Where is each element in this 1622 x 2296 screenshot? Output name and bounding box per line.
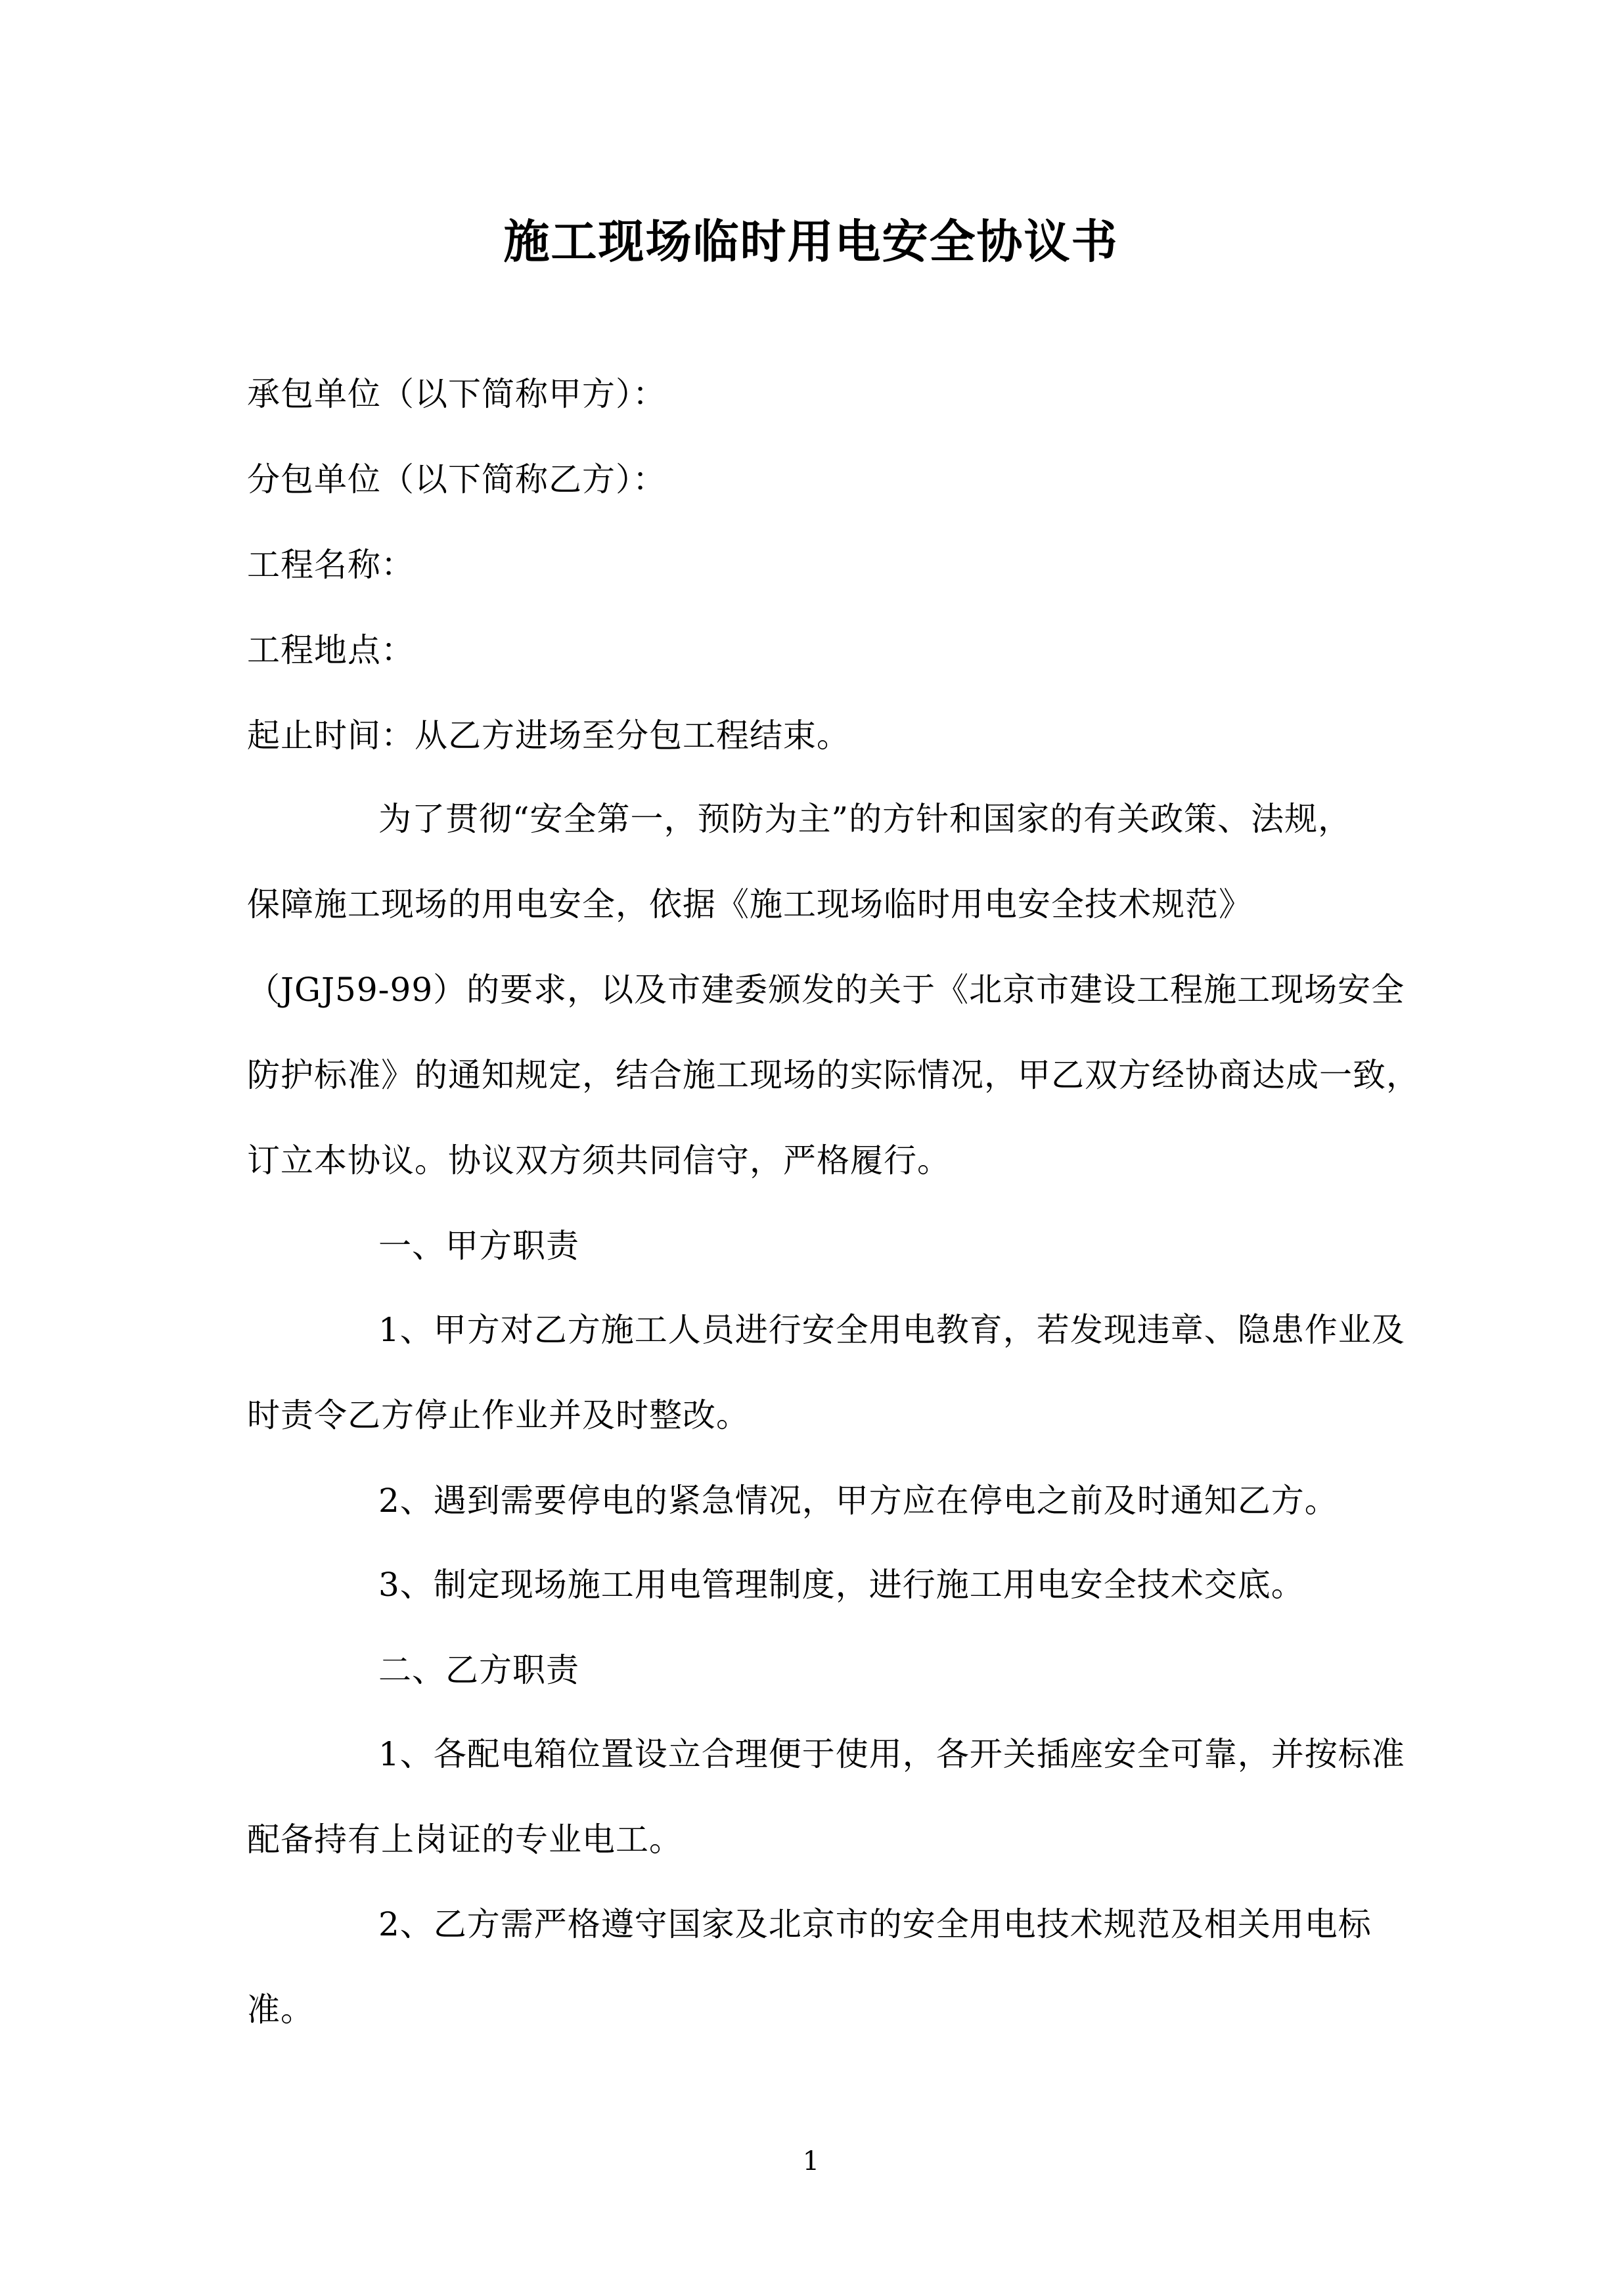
field-contractor: 承包单位（以下简称甲方）： [247, 375, 666, 413]
intro-line-3: （JGJ59-99）的要求，以及市建委颁发的关于《北京市建设工程施工现场安全 [247, 971, 1405, 1009]
section-b-item1-line2: 配备持有上岗证的专业电工。 [247, 1821, 683, 1859]
section-a-item2: 2、遇到需要停电的紧急情况，甲方应在停电之前及时通知乙方。 [378, 1482, 1338, 1520]
page-number: 1 [802, 2146, 820, 2176]
section-b-item2-line2: 准。 [247, 1991, 314, 2029]
field-project-name: 工程名称： [247, 546, 415, 584]
intro-line-4: 防护标准》的通知规定，结合施工现场的实际情况，甲乙双方经协商达成一致， [247, 1056, 1420, 1094]
section-b-item2-line1: 2、乙方需严格遵守国家及北京市的安全用电技术规范及相关用电标 [378, 1905, 1372, 1943]
section-a-item1-line2: 时责令乙方停止作业并及时整改。 [247, 1396, 750, 1434]
section-b-item1-line1: 1、各配电箱位置设立合理便于使用，各开关插座安全可靠，并按标准 [378, 1735, 1405, 1773]
section-a-heading: 一、甲方职责 [378, 1227, 579, 1265]
field-subcontractor: 分包单位（以下简称乙方）： [247, 460, 666, 498]
section-a-item3: 3、制定现场施工用电管理制度，进行施工用电安全技术交底。 [378, 1566, 1305, 1604]
intro-line-5: 订立本协议。协议双方须共同信守，严格履行。 [247, 1141, 951, 1180]
section-a-item1-line1: 1、甲方对乙方施工人员进行安全用电教育，若发现违章、隐患作业及 [378, 1311, 1405, 1349]
field-project-location: 工程地点： [247, 631, 415, 669]
intro-line-2: 保障施工现场的用电安全，依据《施工现场临时用电安全技术规范》 [247, 885, 1252, 923]
intro-line-1: 为了贯彻“安全第一，预防为主”的方针和国家的有关政策、法规， [378, 800, 1352, 838]
field-period: 起止时间：从乙方进场至分包工程结束。 [247, 717, 850, 755]
document-title: 施工现场临时用电安全协议书 [503, 214, 1119, 269]
section-b-heading: 二、乙方职责 [378, 1651, 579, 1689]
